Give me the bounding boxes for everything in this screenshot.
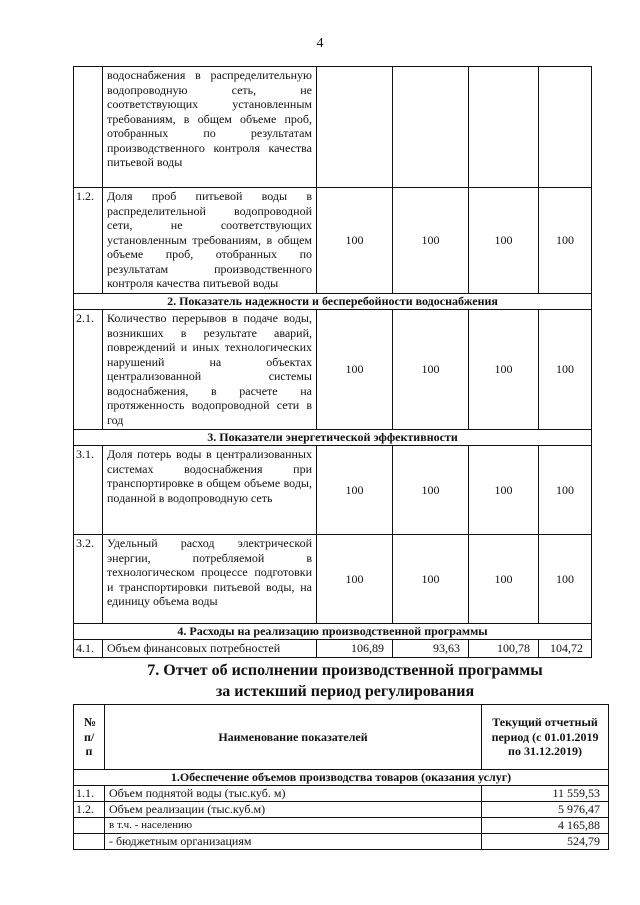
heading-line-1: 7. Отчет об исполнении производственной программы — [147, 662, 543, 679]
row-number: 3.2. — [74, 535, 103, 624]
row-number: 4.1. — [74, 640, 103, 658]
value-cell: 100 — [539, 446, 592, 535]
value-cell: 100 — [317, 310, 393, 430]
section-title: 4. Расходы на реализацию производственной программы — [74, 624, 592, 640]
row-name: Доля потерь воды в централизованных системах водоснабжения при транспортировке в общем объеме воды, поданной в водопроводную сеть — [103, 446, 317, 535]
row-number: 1.2. — [74, 188, 103, 294]
value-cell: 4 165,88 — [482, 817, 609, 833]
value-cell: 100,78 — [469, 640, 539, 658]
value-cell: 100 — [539, 535, 592, 624]
header-period: Текущий отчетный период (с 01.01.2019 по 31.12.2019) — [482, 705, 609, 770]
row-number: 3.1. — [74, 446, 103, 535]
header-row — [74, 705, 609, 770]
value-cell: 100 — [393, 310, 469, 430]
table-row — [74, 67, 592, 188]
section-heading — [0, 660, 640, 702]
value-cell: 93,63 — [393, 640, 469, 658]
row-number: 2.1. — [74, 310, 103, 430]
row-name: Объем реализации (тыс.куб.м) — [105, 801, 482, 817]
value-cell: 100 — [469, 535, 539, 624]
row-number — [74, 833, 105, 849]
heading-line-2: за истекший период регулирования — [215, 683, 475, 700]
value-cell: 100 — [539, 188, 592, 294]
section-row — [74, 770, 609, 786]
table-row — [74, 801, 609, 817]
indicators-table — [73, 66, 592, 658]
row-name: Объем поднятой воды (тыс.куб. м) — [105, 785, 482, 801]
table-row — [74, 446, 592, 535]
row-name: Удельный расход электрической энергии, потребляемой в технологическом процессе подготовки и транспортировки питьевой воды, на единицу объема воды — [103, 535, 317, 624]
row-number: 1.2. — [74, 801, 105, 817]
row-name: - бюджетным организациям — [105, 833, 482, 849]
row-cont-name: водоснабжения в распределительную водопроводную сеть, не соответствующих установленным требованиям, в общем объеме проб, отобранных по результатам производственного контроля качества питьевой воды — [103, 67, 317, 188]
table-row — [74, 310, 592, 430]
row-name: Доля проб питьевой воды в распределительной водопроводной сети, не соответствующих установленным требованиям, в общем объеме проб, отобранных по результатам производственного контроля качества питьевой воды — [103, 188, 317, 294]
table-row — [74, 785, 609, 801]
table-row — [74, 188, 592, 294]
table-row — [74, 535, 592, 624]
value-cell: 100 — [393, 535, 469, 624]
table-row — [74, 640, 592, 658]
value-cell: 100 — [317, 188, 393, 294]
value-cell: 100 — [393, 188, 469, 294]
value-cell: 524,79 — [482, 833, 609, 849]
section-row — [74, 294, 592, 310]
value-cell: 100 — [469, 310, 539, 430]
value-cell: 100 — [317, 446, 393, 535]
row-name: Количество перерывов в подаче воды, возникших в результате аварий, повреждений и иных технологических нарушений на объектах централизованной системы водоснабжения, в расчете на протяженность водопроводной сети в год — [103, 310, 317, 430]
section-row — [74, 624, 592, 640]
row-number: 1.1. — [74, 785, 105, 801]
section-title: 2. Показатель надежности и бесперебойности водоснабжения — [74, 294, 592, 310]
page-number: 4 — [316, 36, 324, 51]
value-cell: 100 — [317, 535, 393, 624]
value-cell: 100 — [393, 446, 469, 535]
value-cell: 11 559,53 — [482, 785, 609, 801]
row-number — [74, 817, 105, 833]
header-name: Наименование показателей — [105, 705, 482, 770]
report-table — [73, 704, 609, 850]
row-name: Объем финансовых потребностей — [103, 640, 317, 658]
value-cell: 5 976,47 — [482, 801, 609, 817]
row-name: в т.ч. - населению — [105, 817, 482, 833]
value-cell: 100 — [469, 446, 539, 535]
section-row — [74, 430, 592, 446]
value-cell: 106,89 — [317, 640, 393, 658]
table-row — [74, 833, 609, 849]
table-row — [74, 817, 609, 833]
value-cell: 100 — [469, 188, 539, 294]
header-number: № п/п — [74, 705, 105, 770]
value-cell: 100 — [539, 310, 592, 430]
value-cell: 104,72 — [539, 640, 592, 658]
section-title: 3. Показатели энергетической эффективности — [74, 430, 592, 446]
section-title: 1.Обеспечение объемов производства товаров (оказания услуг) — [74, 770, 609, 786]
